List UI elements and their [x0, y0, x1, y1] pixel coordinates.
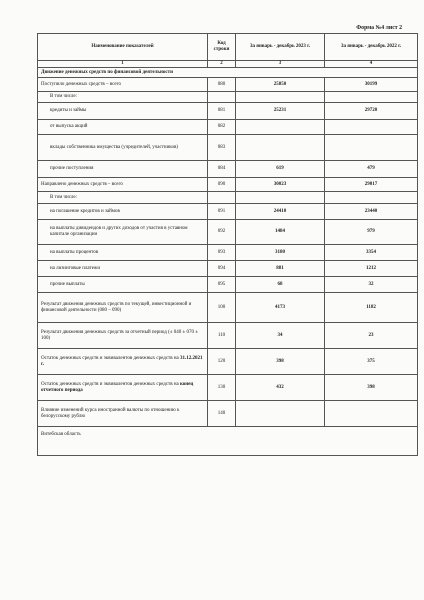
- row-value-2022: 23440: [325, 204, 418, 220]
- table-row: [38, 245, 418, 261]
- row-value-2022: 398: [325, 375, 418, 401]
- row-value-2023: 24410: [236, 204, 325, 220]
- row-label: прочие выплаты: [38, 277, 208, 293]
- row-code: [208, 92, 236, 103]
- col-number-3: 3: [236, 61, 325, 68]
- row-value-2023: [236, 401, 325, 427]
- cash-flow-table: [37, 33, 418, 456]
- row-value-2022: 479: [325, 161, 418, 178]
- header-code: Код строки: [208, 34, 236, 61]
- header-name: Наименование показателей: [38, 34, 208, 61]
- table-row: [38, 78, 418, 92]
- row-label: Направлено денежных средств – всего: [38, 178, 208, 192]
- row-label: вклады собственника имущества (учредителей, участников): [38, 135, 208, 161]
- row-label: кредиты и займы: [38, 103, 208, 120]
- row-code: 110: [208, 323, 236, 349]
- table-row: [38, 261, 418, 277]
- table-row: [38, 323, 418, 349]
- table-row: [38, 375, 418, 401]
- row-value-2022: 3354: [325, 245, 418, 261]
- row-code: 090: [208, 178, 236, 192]
- row-value-2023: 34: [236, 323, 325, 349]
- form-label: Форма №4 лист 2: [356, 25, 402, 31]
- table-row: [38, 161, 418, 178]
- row-code: 084: [208, 161, 236, 178]
- row-value-2022: [325, 401, 418, 427]
- row-value-2022: 29720: [325, 103, 418, 120]
- row-value-2023: 398: [236, 349, 325, 375]
- row-value-2022: 29017: [325, 178, 418, 192]
- header-2023: За январь - декабрь 2023 г.: [236, 34, 325, 61]
- row-value-2022: [325, 92, 418, 103]
- row-code: 080: [208, 78, 236, 92]
- row-value-2023: 4173: [236, 293, 325, 323]
- table-row: [38, 103, 418, 120]
- row-code: 140: [208, 401, 236, 427]
- table-row: [38, 220, 418, 245]
- row-value-2022: 23: [325, 323, 418, 349]
- row-label: на выплаты дивидендов и других доходов от участия в уставном капитале организации: [38, 220, 208, 245]
- row-label-period: конец отчетного периода: [41, 381, 194, 393]
- row-label: В том числе:: [38, 192, 208, 204]
- row-label-text: Остаток денежных средств и эквивалентов денежных средств на: [41, 355, 180, 361]
- row-value-2023: [236, 92, 325, 103]
- row-value-2023: [236, 135, 325, 161]
- row-value-2022: 1212: [325, 261, 418, 277]
- row-label: Результат движения денежных средств за отчетный период (± 040 ± 070 ± 100): [38, 323, 208, 349]
- row-value-2022: 30199: [325, 78, 418, 92]
- row-value-2023: 25231: [236, 103, 325, 120]
- row-value-2022: [325, 192, 418, 204]
- row-label-date: 31.12.2021 г.: [41, 355, 203, 367]
- header-2022: За январь - декабрь 2022 г.: [325, 34, 418, 61]
- row-code: [208, 192, 236, 204]
- col-number-2: 2: [208, 61, 236, 68]
- row-value-2023: 619: [236, 161, 325, 178]
- row-code: 081: [208, 103, 236, 120]
- row-label: от выпуска акций: [38, 120, 208, 135]
- row-value-2023: 881: [236, 261, 325, 277]
- section-title: Движение денежных средств по финансовой деятельности: [38, 68, 418, 78]
- row-code: 094: [208, 261, 236, 277]
- row-code: 083: [208, 135, 236, 161]
- table-row: [38, 401, 418, 427]
- row-value-2023: 25850: [236, 78, 325, 92]
- footer-row: [38, 427, 418, 456]
- row-label: Влияние изменений курса иностранной валюты по отношению к белорусскому рублю: [38, 401, 208, 427]
- row-value-2022: 1182: [325, 293, 418, 323]
- row-label: на выплаты процентов: [38, 245, 208, 261]
- row-label: [38, 375, 208, 401]
- row-code: 120: [208, 349, 236, 375]
- row-value-2023: 1484: [236, 220, 325, 245]
- table-row: [38, 120, 418, 135]
- row-value-2022: 375: [325, 349, 418, 375]
- column-number-row: [38, 61, 418, 68]
- table-row: [38, 204, 418, 220]
- row-code: 130: [208, 375, 236, 401]
- col-number-1: 1: [38, 61, 208, 68]
- row-label-text: Остаток денежных средств и эквивалентов денежных средств на: [41, 381, 180, 387]
- table-row: [38, 135, 418, 161]
- row-value-2023: 432: [236, 375, 325, 401]
- row-label: В том числе:: [38, 92, 208, 103]
- footer-text: Витебская область: [38, 427, 418, 456]
- table-row: [38, 178, 418, 192]
- row-value-2023: [236, 192, 325, 204]
- row-code: 092: [208, 220, 236, 245]
- row-label: [38, 349, 208, 375]
- table-row: [38, 192, 418, 204]
- row-value-2022: [325, 120, 418, 135]
- row-value-2023: 68: [236, 277, 325, 293]
- row-label: Результат движения денежных средств по текущей, инвестиционной и финансовой деятельности (080 – 090): [38, 293, 208, 323]
- header-row: [38, 34, 418, 61]
- row-code: 095: [208, 277, 236, 293]
- row-value-2022: 979: [325, 220, 418, 245]
- row-value-2023: 3180: [236, 245, 325, 261]
- section-row: [38, 68, 418, 78]
- row-value-2022: 32: [325, 277, 418, 293]
- row-value-2022: [325, 135, 418, 161]
- row-label: на лизинговые платежи: [38, 261, 208, 277]
- col-number-4: 4: [325, 61, 418, 68]
- table-row: [38, 92, 418, 103]
- table-row: [38, 349, 418, 375]
- row-value-2023: [236, 120, 325, 135]
- row-code: 100: [208, 293, 236, 323]
- table-row: [38, 293, 418, 323]
- row-code: 093: [208, 245, 236, 261]
- row-label: прочие поступления: [38, 161, 208, 178]
- row-label: на погашение кредитов и займов: [38, 204, 208, 220]
- row-value-2023: 30023: [236, 178, 325, 192]
- row-code: 091: [208, 204, 236, 220]
- table-row: [38, 277, 418, 293]
- row-label: Поступило денежных средств – всего: [38, 78, 208, 92]
- row-code: 082: [208, 120, 236, 135]
